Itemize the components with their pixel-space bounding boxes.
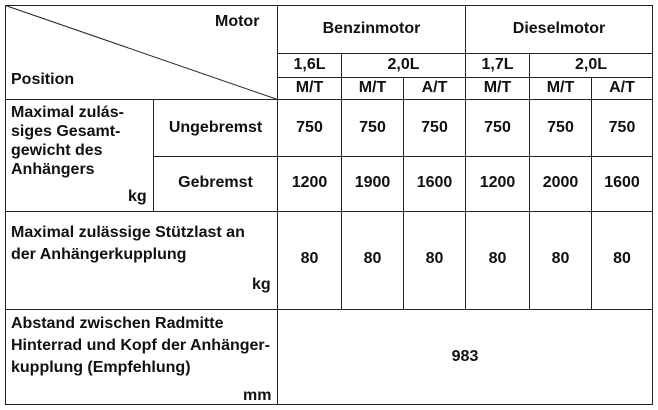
braked-value: 1900 <box>354 174 391 191</box>
unbraked-value: 750 <box>359 119 386 136</box>
braked-label: Gebremst <box>178 174 253 191</box>
stuetzlast-value: 80 <box>551 250 570 267</box>
braked-value: 1600 <box>604 174 640 191</box>
gesamtgewicht-label-line: Anhängers <box>11 161 95 178</box>
engine-size: 1,6L <box>293 56 326 73</box>
braked-value: 1600 <box>416 174 453 191</box>
unbraked-value: 750 <box>547 119 574 136</box>
motor-label: Motor <box>215 13 260 30</box>
stuetzlast-value: 80 <box>488 250 507 267</box>
gesamtgewicht-label-line: gewicht des <box>11 142 103 159</box>
engine-group-benzin: Benzinmotor <box>322 20 421 37</box>
abstand-label-line: Abstand zwischen Radmitte <box>11 315 224 332</box>
position-label: Position <box>11 71 75 88</box>
stuetzlast-value: 80 <box>363 250 382 267</box>
transmission: A/T <box>609 79 635 96</box>
stuetzlast-label-line: der Anhängerkupplung <box>11 246 187 263</box>
braked-value: 1200 <box>291 174 328 191</box>
abstand-value: 983 <box>451 348 479 365</box>
gesamtgewicht-label-line: siges Gesamt- <box>11 123 121 140</box>
unbraked-value: 750 <box>296 119 323 136</box>
stuetzlast-value: 80 <box>425 250 444 267</box>
engine-size: 1,7L <box>481 56 514 73</box>
transmission: M/T <box>295 79 324 96</box>
gesamtgewicht-unit: kg <box>128 188 147 205</box>
unbraked-value: 750 <box>608 119 636 136</box>
stuetzlast-value: 80 <box>613 250 631 267</box>
transmission: M/T <box>483 79 512 96</box>
braked-value: 2000 <box>542 174 579 191</box>
engine-size: 2,0L <box>574 56 607 73</box>
transmission: A/T <box>421 79 448 96</box>
abstand-label-line: kupplung (Empfehlung) <box>11 359 191 376</box>
transmission: M/T <box>358 79 387 96</box>
braked-value: 1200 <box>479 174 516 191</box>
unbraked-label: Ungebremst <box>168 119 263 136</box>
abstand-unit: mm <box>243 387 272 404</box>
engine-size: 2,0L <box>387 56 420 73</box>
abstand-label-line: Hinterrad und Kopf der Anhänger- <box>11 337 270 354</box>
unbraked-value: 750 <box>484 119 511 136</box>
unbraked-value: 750 <box>421 119 448 136</box>
stuetzlast-value: 80 <box>300 250 319 267</box>
gesamtgewicht-label-line: Maximal zulás- <box>11 104 124 121</box>
stuetzlast-label-line: Maximal zulässige Stützlast an <box>11 224 245 241</box>
transmission: M/T <box>546 79 575 96</box>
stuetzlast-unit: kg <box>252 276 271 293</box>
engine-group-diesel: Dieselmotor <box>512 20 606 37</box>
